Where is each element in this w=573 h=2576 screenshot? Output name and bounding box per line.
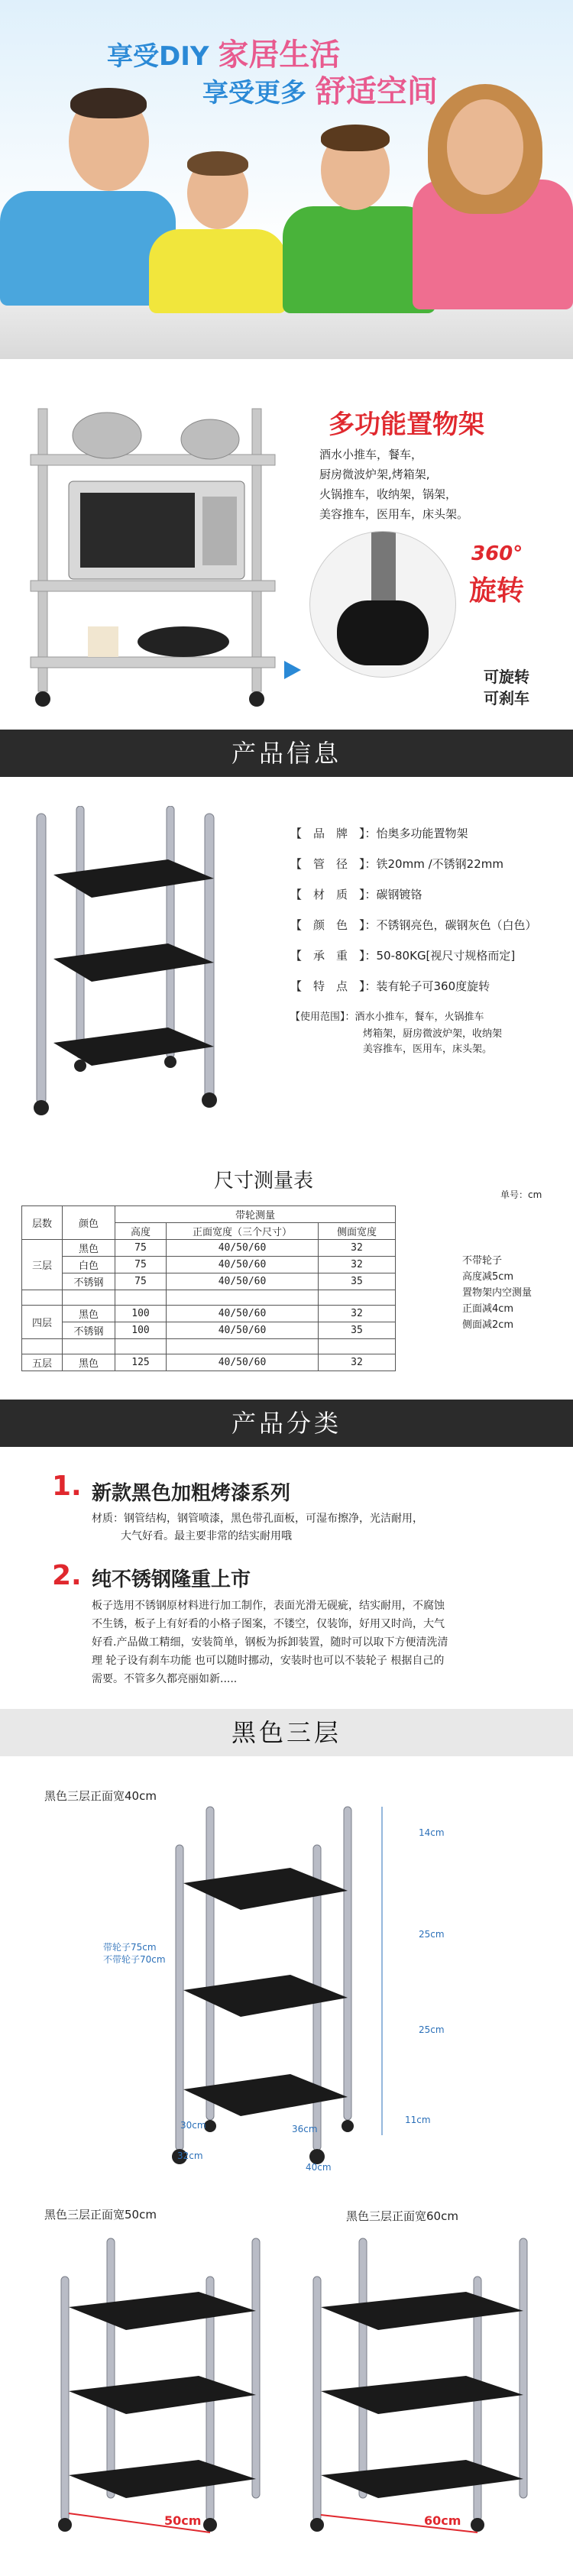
- label-h4: 11cm: [405, 2115, 431, 2125]
- arrow-right-icon: [284, 661, 301, 679]
- use-line: 美容推车，医用车，床头架。: [319, 507, 469, 521]
- caption-40: 黑色三层正面宽40cm: [44, 1789, 157, 1803]
- rotate-degree: 360°: [471, 542, 523, 565]
- label-d4: 40cm: [306, 2162, 332, 2173]
- label-h2: 25cm: [419, 1929, 445, 1940]
- label-wheel-no: 不带轮子70cm: [103, 1954, 166, 1965]
- spec-row: 【 承 重 】：50-80KG[视尺寸规格而定]: [290, 949, 516, 963]
- label-wheel-yes: 带轮子75cm: [103, 1942, 157, 1953]
- table-row: 三层 黑色 75 40/50/60 32: [22, 1240, 396, 1257]
- table-row: 五层 黑色 125 40/50/60 32: [22, 1354, 396, 1371]
- label-d3: 32cm: [177, 2150, 203, 2161]
- hero-banner: [0, 0, 573, 359]
- feature-title: 多功能置物架: [329, 409, 484, 440]
- cat2-desc: 板子选用不锈钢原材料进行加工制作，表面光滑无砚疵，结实耐用，不腐蚀 不生锈，板子上有好看的小格子图案，不镂空，仅装饰，好用又时尚，大气 好看.产品做工精细，安装简单，钢板为拆卸装置，随时可以取下方便清洗清 理 轮子设有刹车功能 也可以随时挪动，安装时也可以不装轮子 根据自己的 需要。不管多久都亮丽如新.....: [92, 1600, 448, 1685]
- rack-with-appliances-image: [23, 393, 298, 714]
- label-d2: 36cm: [292, 2124, 318, 2134]
- table-row: 四层 黑色 100 40/50/60 32: [22, 1306, 396, 1322]
- label-d1: 30cm: [180, 2120, 206, 2131]
- caption-60: 黑色三层正面宽60cm: [346, 2209, 458, 2223]
- cat1-number: 1.: [52, 1471, 82, 1502]
- table-row: 不锈钢 100 40/50/60 35: [22, 1322, 396, 1339]
- caster-brake: 可刹车: [484, 689, 529, 707]
- size-table-unit: 单号：cm: [500, 1189, 542, 1200]
- table-row: 白色 75 40/50/60 32: [22, 1257, 396, 1273]
- spec-row: 【使用范围】：酒水小推车，餐车，火锅推车: [290, 1011, 484, 1023]
- th-side: 侧面宽度: [319, 1223, 396, 1240]
- use-line: 火锅推车，收纳架，锅架，: [319, 487, 458, 501]
- cat2-number: 2.: [52, 1560, 82, 1591]
- caster-circle: [309, 531, 456, 678]
- hero-slogan-1: 享受DIY 家居生活: [107, 37, 341, 73]
- feature-uses: [319, 445, 468, 524]
- spec-row: 【 品 牌 】：怡奥多功能置物架: [290, 827, 468, 840]
- cat1-desc: 材质：钢管结构，钢管喷漆，黑色带孔面板，可湿布擦净，光洁耐用，: [92, 1513, 423, 1525]
- size-table-title: 尺寸测量表: [214, 1170, 314, 1193]
- th-front: 正面宽度（三个尺寸）: [167, 1223, 319, 1240]
- th-color: 颜色: [63, 1206, 115, 1240]
- label-h1: 14cm: [419, 1827, 445, 1838]
- spec-row: 【 材 质 】：碳钢镀铬: [290, 888, 422, 901]
- th-tiers: 层数: [22, 1206, 63, 1240]
- rotate-title: 旋转: [469, 575, 525, 607]
- section-header-product-info: 产品信息: [0, 730, 573, 777]
- cat1-desc2: 大气好看。最主要非常的结实耐用哦: [121, 1530, 292, 1542]
- feature-panel: [0, 359, 573, 730]
- section-header-category: 产品分类: [0, 1400, 573, 1447]
- cat2-title: 纯不锈钢隆重上市: [92, 1568, 251, 1591]
- size-notes: 不带轮子 高度减5cm 置物架内空测量 正面减4cm 侧面减2cm: [462, 1255, 533, 1331]
- use-line: 厨房微波炉架,烤箱架,: [319, 468, 430, 481]
- spec-row: 【 颜 色 】：不锈钢亮色，碳钢灰色（白色）: [290, 918, 537, 932]
- rack-3-tier-image: [23, 806, 237, 1127]
- rack-50-image: [46, 2231, 283, 2536]
- spec-row-extra: 烤箱架，厨房微波炉架，收纳架: [363, 1028, 503, 1040]
- caster-rotate: 可旋转: [484, 668, 529, 686]
- caption-50: 黑色三层正面宽50cm: [44, 2208, 157, 2222]
- th-height: 高度: [115, 1223, 167, 1240]
- label-w50: 50cm: [164, 2513, 202, 2528]
- section-header-black-three: 黑色三层: [0, 1709, 573, 1756]
- spec-row: 【 特 点 】：装有轮子可360度旋转: [290, 979, 490, 993]
- table-row: 不锈钢 75 40/50/60 35: [22, 1273, 396, 1290]
- spec-row-extra: 美容推车，医用车，床头架。: [363, 1044, 493, 1055]
- cat1-title: 新款黑色加粗烤漆系列: [92, 1482, 291, 1505]
- rack-60-image: [298, 2231, 550, 2536]
- label-h3: 25cm: [419, 2024, 445, 2035]
- hero-slogan-2: 享受更多 舒适空间: [202, 74, 438, 109]
- label-w60: 60cm: [424, 2513, 461, 2528]
- size-table: [21, 1205, 396, 1371]
- th-wheel: 带轮测量: [115, 1206, 396, 1223]
- use-line: 酒水小推车，餐车，: [319, 448, 423, 461]
- spec-row: 【 管 径 】：铁20mm /不锈钢22mm: [290, 857, 503, 871]
